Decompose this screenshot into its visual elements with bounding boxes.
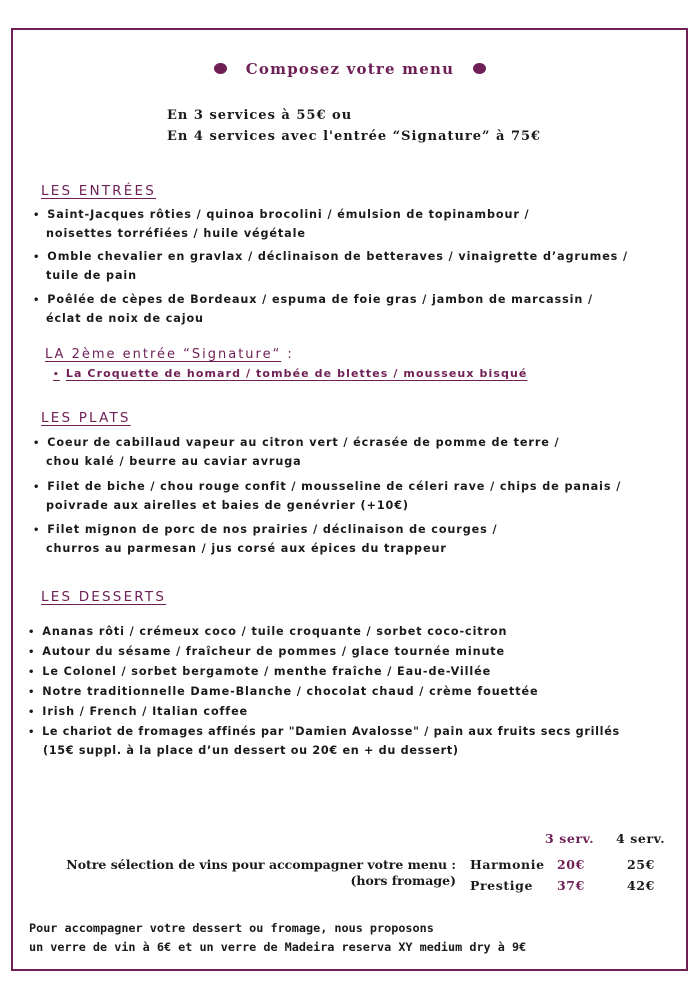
list-item-entree-3 xyxy=(33,291,593,328)
item-continuation: tuile de pain xyxy=(46,269,138,282)
wine-row-prestige-name: Prestige xyxy=(470,878,533,893)
bullet-icon: • xyxy=(28,647,36,658)
bullet-icon: • xyxy=(33,210,41,221)
list-item-entree-1 xyxy=(33,206,530,243)
item-line: Le Colonel / sorbet bergamote / menthe fraîche / Eau-de-Villée xyxy=(42,665,492,678)
list-item-entree-2 xyxy=(33,248,628,285)
menu-header xyxy=(0,58,700,78)
list-item-dessert-6 xyxy=(28,723,620,760)
item-line: Le chariot de fromages affinés par "Damien Avalosse" / pain aux fruits secs grillés xyxy=(42,725,620,738)
wine-label-line-1: Notre sélection de vins pour accompagner votre menu : xyxy=(66,857,456,872)
intro-line-1: En 3 services à 55€ ou xyxy=(167,108,353,123)
bullet-icon: • xyxy=(28,627,36,638)
item-continuation: (15€ suppl. à la place d’un dessert ou 20€ en + du dessert) xyxy=(43,744,459,757)
item-line: Filet mignon de porc de nos prairies / déclinaison de courges / xyxy=(47,523,498,536)
section-heading-desserts: LES DESSERTS xyxy=(41,589,167,605)
bullet-dot-left-icon xyxy=(214,63,227,74)
signature-item-text: La Croquette de homard / tombée de blettes / mousseux bisqué xyxy=(65,367,528,380)
item-continuation: éclat de noix de cajou xyxy=(46,312,204,325)
item-continuation: chou kalé / beurre au caviar avruga xyxy=(46,455,302,468)
bullet-icon: • xyxy=(33,295,41,306)
bullet-icon: • xyxy=(33,525,41,536)
item-line: Coeur de cabillaud vapeur au citron vert / écrasée de pomme de terre / xyxy=(47,436,560,449)
wine-row-prestige-price-4: 42€ xyxy=(627,878,655,893)
list-item-dessert-2 xyxy=(28,643,505,662)
bullet-icon: • xyxy=(33,438,41,449)
bullet-icon: • xyxy=(28,687,36,698)
wine-row-harmonie-name: Harmonie xyxy=(470,857,545,872)
item-line: Omble chevalier en gravlax / déclinaison de betteraves / vinaigrette d’agrumes / xyxy=(47,250,629,263)
section-heading-plats: LES PLATS xyxy=(41,410,131,426)
bullet-icon: • xyxy=(53,370,60,380)
wine-row-prestige-price-3: 37€ xyxy=(557,878,585,893)
bullet-dot-right-icon xyxy=(473,63,486,74)
intro-line-2: En 4 services avec l'entrée “Signature” à 75€ xyxy=(167,129,542,144)
item-line: Filet de biche / chou rouge confit / mousseline de céleri rave / chips de panais / xyxy=(47,480,622,493)
wine-col-4-services: 4 serv. xyxy=(616,831,666,846)
item-line: Ananas rôti / crémeux coco / tuile croquante / sorbet coco-citron xyxy=(42,625,508,638)
signature-item xyxy=(53,367,527,380)
bullet-icon: • xyxy=(28,667,36,678)
bullet-icon: • xyxy=(33,482,41,493)
item-line: Notre traditionnelle Dame-Blanche / chocolat chaud / crème fouettée xyxy=(42,685,539,698)
footer-line-2: un verre de vin à 6€ et un verre de Madeira reserva XY medium dry à 9€ xyxy=(29,940,527,954)
list-item-dessert-4 xyxy=(28,683,539,702)
section-heading-entrees: LES ENTRÉES xyxy=(41,183,156,199)
signature-colon: : xyxy=(287,347,294,362)
list-item-dessert-1 xyxy=(28,623,507,642)
bullet-icon: • xyxy=(28,727,36,738)
item-continuation: churros au parmesan / jus corsé aux épices du trappeur xyxy=(46,542,447,555)
wine-col-3-services: 3 serv. xyxy=(545,831,595,846)
list-item-plat-1 xyxy=(33,434,560,471)
list-item-plat-2 xyxy=(33,478,621,515)
wine-row-harmonie-price-3: 20€ xyxy=(557,857,585,872)
signature-heading-text: LA 2ème entrée “Signature“ xyxy=(45,347,282,362)
bullet-icon: • xyxy=(28,707,36,718)
item-continuation: noisettes torréfiées / huile végétale xyxy=(46,227,306,240)
item-line: Autour du sésame / fraîcheur de pommes / glace tournée minute xyxy=(42,645,506,658)
item-line: Poêlée de cèpes de Bordeaux / espuma de foie gras / jambon de marcassin / xyxy=(47,293,594,306)
list-item-plat-3 xyxy=(33,521,497,558)
wine-selection-label xyxy=(66,857,456,889)
page-title: Composez votre menu xyxy=(245,59,455,78)
wine-row-harmonie-price-4: 25€ xyxy=(627,857,655,872)
bullet-icon: • xyxy=(33,252,41,263)
item-line: Saint-Jacques rôties / quinoa brocolini / émulsion de topinambour / xyxy=(47,208,530,221)
wine-label-line-2: (hors fromage) xyxy=(350,873,456,888)
signature-heading xyxy=(45,347,294,362)
list-item-dessert-3 xyxy=(28,663,491,682)
item-line: Irish / French / Italian coffee xyxy=(42,705,249,718)
footer-line-1: Pour accompagner votre dessert ou fromage, nous proposons xyxy=(29,921,434,935)
list-item-dessert-5 xyxy=(28,703,248,722)
item-continuation: poivrade aux airelles et baies de genévrier (+10€) xyxy=(46,499,409,512)
